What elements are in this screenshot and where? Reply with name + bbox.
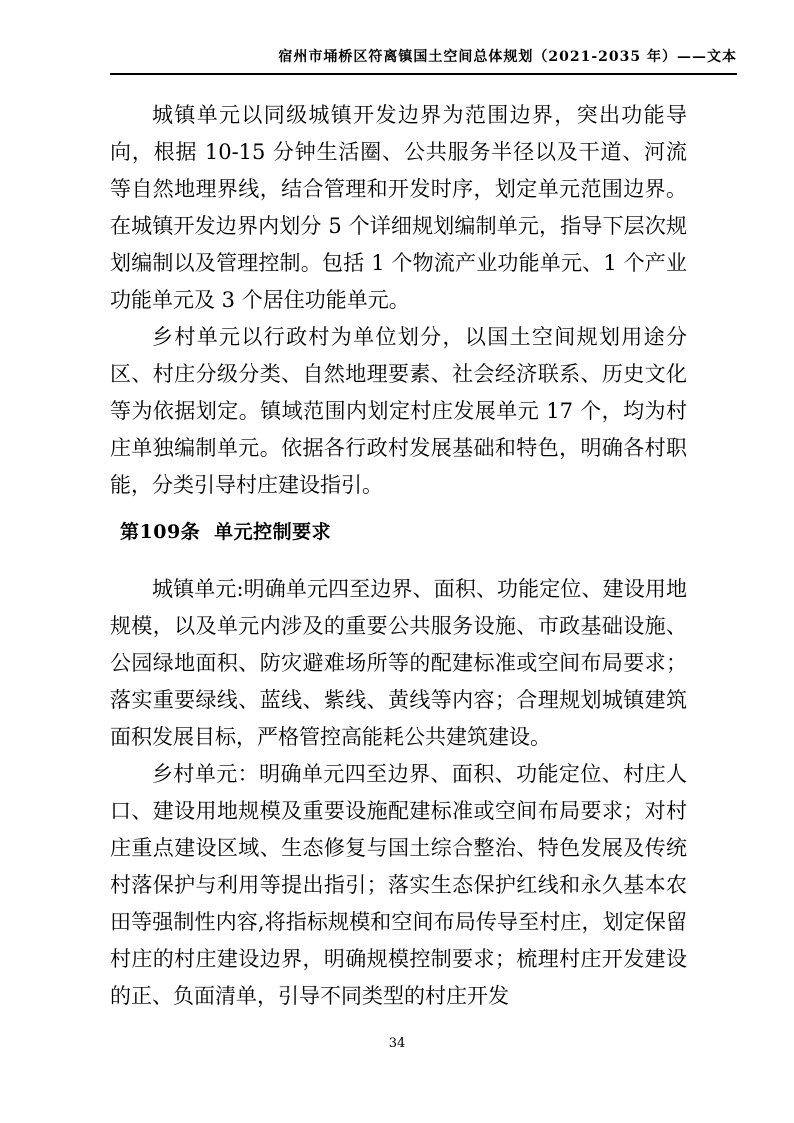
running-header bbox=[110, 46, 737, 75]
body-paragraph: 乡村单元以行政村为单位划分，以国土空间规划用途分区、村庄分级分类、自然地理要素、社会经济联系、历史文化等为依据划定。镇域范围内划定村庄发展单元 17 个，均为村庄单独编制单元。依据各行政村发展基础和特色，明确各村职能，分类引导村庄建设指引。 bbox=[110, 325, 687, 497]
page-footer bbox=[0, 1036, 794, 1052]
body-paragraph: 城镇单元:明确单元四至边界、面积、功能定位、建设用地规模，以及单元内涉及的重要公共服务设施、市政基础设施、公园绿地面积、防灾避难场所等的配建标准或空间布局要求；落实重要绿线、蓝线、紫线、黄线等内容；合理规划城镇建筑面积发展目标，严格管控高能耗公共建筑建设。 bbox=[110, 577, 687, 749]
body-paragraph: 乡村单元：明确单元四至边界、面积、功能定位、村庄人口、建设用地规模及重要设施配建标准或空间布局要求；对村庄重点建设区域、生态修复与国土综合整治、特色发展及传统村落保护与利用等提出指引；落实生态保护红线和永久基本农田等强制性内容,将指标规模和空间布局传导至村庄，划定保留村庄的村庄建设边界，明确规模控制要求；梳理村庄开发建设的正、负面清单，引导不同类型的村庄开发 bbox=[110, 762, 687, 1008]
page-number: 34 bbox=[388, 1036, 406, 1051]
article-heading-title: 单元控制要求 bbox=[214, 521, 332, 543]
body-paragraph: 城镇单元以同级城镇开发边界为范围边界，突出功能导向，根据 10-15 分钟生活圈、公共服务半径以及干道、河流等自然地理界线，结合管理和开发时序，划定单元范围边界。在城镇开发边界内划分 5 个详细规划编制单元，指导下层次规划编制以及管理控制。包括 1 个物流产业功能单元、1 个产业功能单元及 3 个居住功能单元。 bbox=[110, 103, 687, 312]
article-heading bbox=[120, 517, 687, 547]
article-heading-number: 第109条 bbox=[120, 521, 201, 543]
running-header-title: 宿州市埇桥区符离镇国土空间总体规划（2021-2035 年）——文本 bbox=[278, 49, 737, 65]
document-body bbox=[110, 97, 687, 1027]
